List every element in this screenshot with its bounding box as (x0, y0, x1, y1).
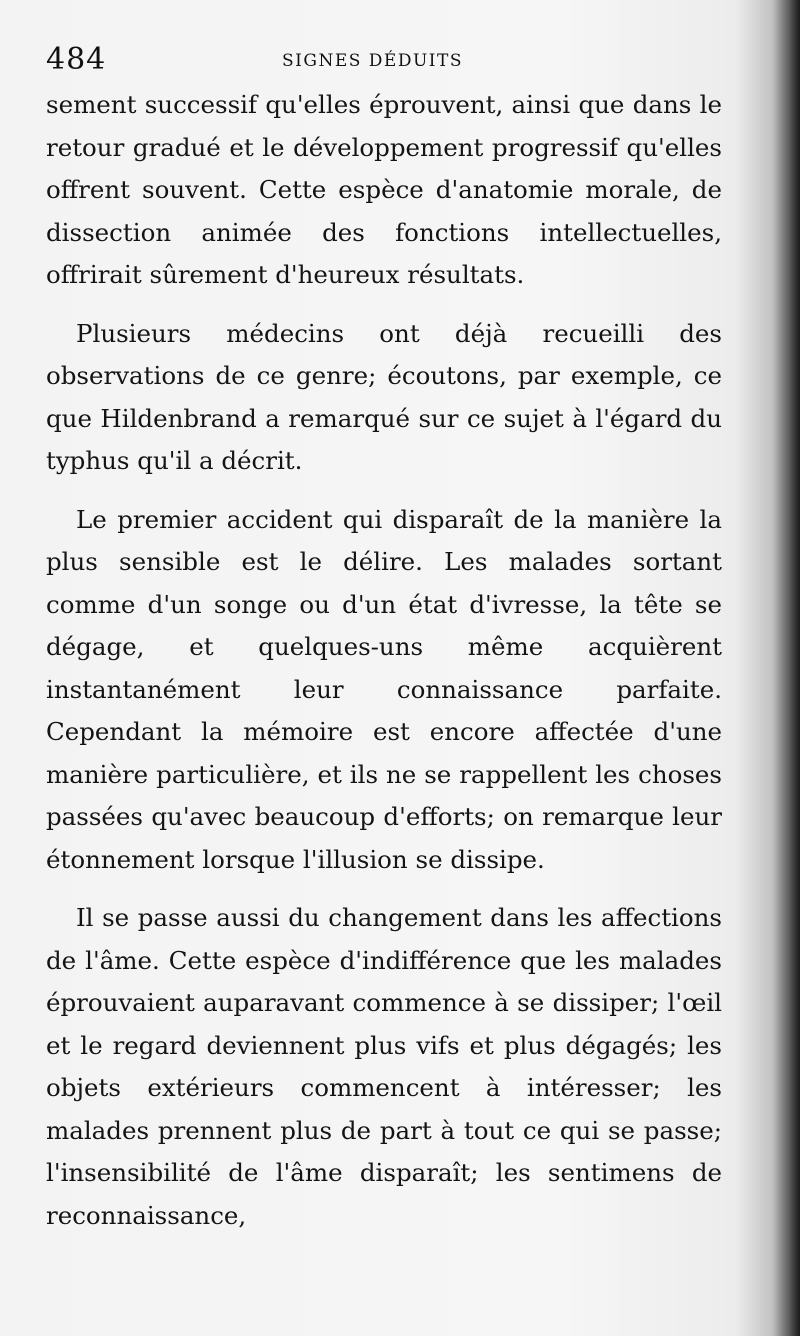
paragraph: Il se passe aussi du changement dans les affections de l'âme. Cette espèce d'indifférence que les malades éprouvaient auparavant commence à se dissiper; l'œil et le regard deviennent plus vifs et plus dégagés; les objets extérieurs commencent à intéresser; les malades prennent plus de part à tout ce qui se passe; l'insensibilité de l'âme disparaît; les sentimens de reconnaissance, (46, 903, 722, 1230)
page-number: 484 (46, 42, 107, 77)
paragraph: Plusieurs médecins ont déjà recueilli des observations de ce genre; écoutons, par exemple, ce que Hildenbrand a remarqué sur ce sujet à l'égard du typhus qu'il a décrit. (46, 318, 722, 475)
body-text (46, 84, 722, 1237)
running-title: SIGNES DÉDUITS (282, 51, 463, 71)
paragraph-continued: sement successif qu'elles éprouvent, ainsi que dans le retour gradué et le développement progressif qu'elles offrent souvent. Cette espèce d'anatomie morale, de dissection animée des fonctions intellectuelles, offrirait sûrement d'heureux résultats. (46, 90, 722, 289)
paragraph: Le premier accident qui disparaît de la manière la plus sensible est le délire. Les malades sortant comme d'un songe ou d'un état d'ivresse, la tête se dégage, et quelques-uns même acquièrent instantanément leur connaissance parfaite. Cependant la mémoire est encore affectée d'une manière particulière, et ils ne se rappellent les choses passées qu'avec beaucoup d'efforts; on remarque leur étonnement lorsque l'illusion se dissipe. (46, 504, 722, 874)
running-head (42, 42, 722, 82)
